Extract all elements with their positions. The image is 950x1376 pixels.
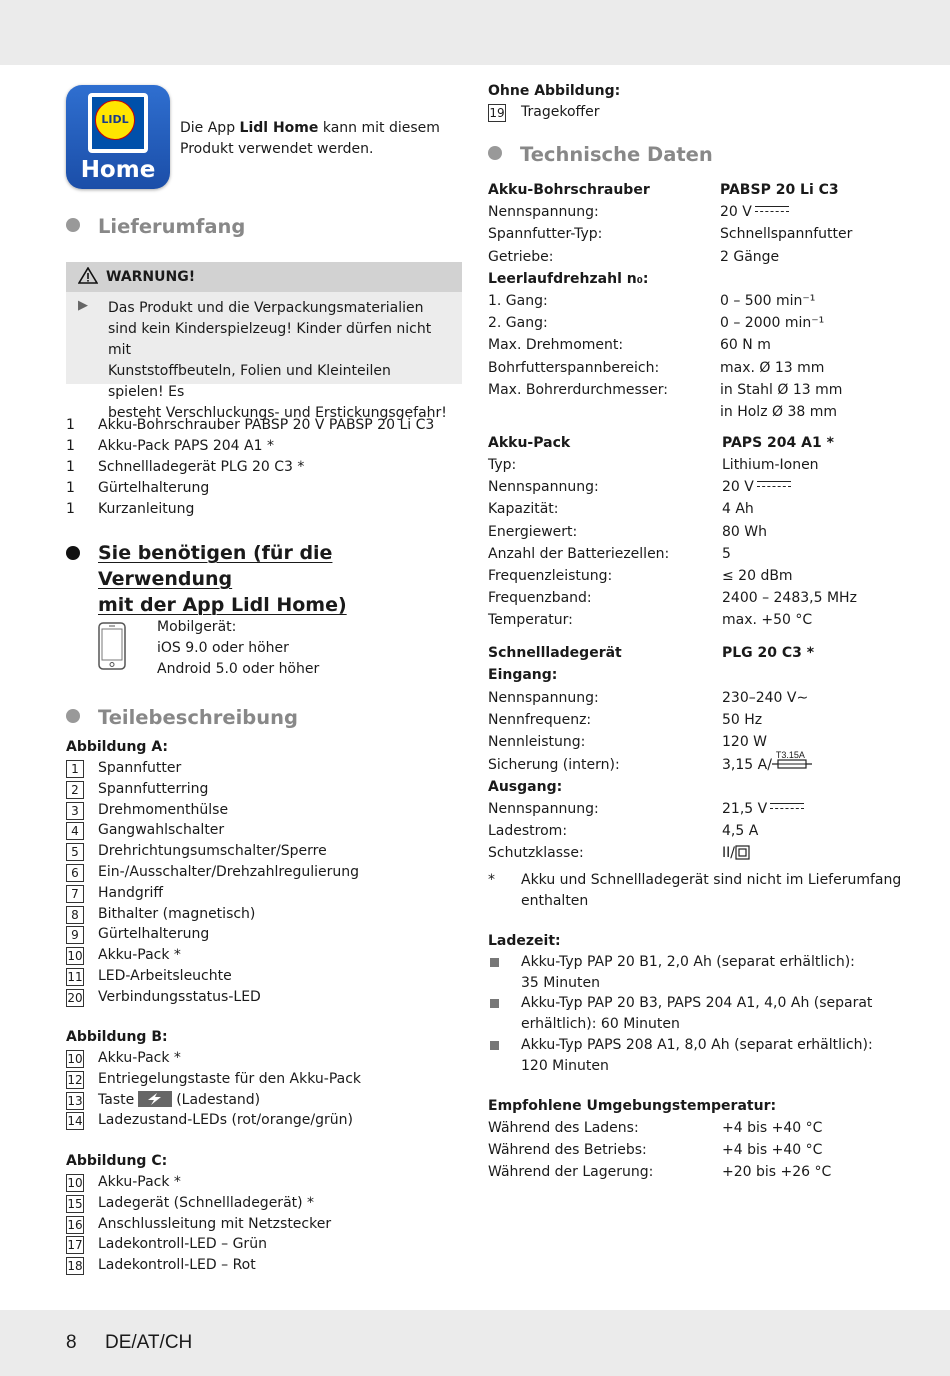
spec-value: Lithium-Ionen (722, 457, 819, 473)
ladezeit-line: 120 Minuten (521, 1058, 609, 1074)
dc-symbol-icon (755, 206, 789, 214)
spec-value: max. Ø 13 mm (720, 359, 825, 376)
part-number: 10 (67, 949, 83, 964)
spec-value: 3,15 A/ T3.15A (722, 755, 812, 776)
list-item-qty: 1 (66, 438, 75, 454)
warning-header: WARNUNG! (66, 262, 462, 292)
ladezeit-line: 35 Minuten (521, 975, 600, 991)
list-item-qty: 1 (66, 417, 75, 433)
spec-label: Nennspannung: (488, 690, 599, 706)
spec-value: II/ (722, 843, 750, 864)
part-label: Anschlussleitung mit Netzstecker (98, 1215, 332, 1232)
note-line: enthalten (521, 893, 589, 909)
part-number: 1 (66, 760, 84, 778)
figure-b-title: Abbildung B: (66, 1029, 168, 1045)
note-line: Akku und Schnellladegerät sind nicht im Lieferumfang (521, 872, 902, 888)
part-number: 20 (67, 990, 83, 1005)
list-item: Schnellladegerät PLG 20 C3 * (98, 459, 305, 475)
temp-label: Während des Ladens: (488, 1120, 639, 1136)
arrow-icon: ▶ (78, 298, 88, 313)
part-label: Ladegerät (Schnellladegerät) * (98, 1194, 315, 1211)
list-item: Kurzanleitung (98, 501, 195, 517)
section-technische-daten: Technische Daten (488, 143, 713, 166)
part-number: 7 (66, 885, 84, 903)
ladezeit-line: Akku-Typ PAP 20 B3, PAPS 204 A1, 4,0 Ah (separat (521, 995, 873, 1011)
fuse-label: T3.15A (775, 749, 805, 760)
spec-label: Temperatur: (488, 612, 573, 629)
part-label: Handgriff (98, 884, 164, 901)
spec-label: Sicherung (intern): (488, 756, 620, 773)
spec-value: max. +50 °C (722, 612, 813, 629)
spec-value: PAPS 204 A1 * (722, 435, 834, 451)
spec-value: PABSP 20 Li C3 (720, 182, 839, 198)
temp-label: Während der Lagerung: (488, 1164, 654, 1180)
part-label: Entriegelungstaste für den Akku-Pack (98, 1070, 362, 1087)
page-number: 8 (66, 1332, 77, 1353)
part-number: 9 (66, 926, 84, 944)
part-label: Bithalter (magnetisch) (98, 905, 256, 922)
spec-subheading: Leerlaufdrehzahl n₀: (488, 271, 649, 287)
temp-value: +4 bis +40 °C (722, 1120, 823, 1136)
part-label: Ein-/Ausschalter/Drehzahlregulierung (98, 864, 360, 880)
bullet-icon (490, 999, 499, 1008)
spec-value: 230–240 V∼ (722, 690, 809, 706)
spec-value: ≤ 20 dBm (722, 568, 793, 584)
spec-value: PLG 20 C3 * (722, 645, 815, 661)
spec-label: Nennfrequenz: (488, 712, 592, 729)
part-number: 19 (489, 106, 505, 120)
part-number: 10 (67, 1176, 83, 1190)
part-label-text: Taste (98, 1091, 135, 1108)
part-number: 12 (67, 1072, 83, 1087)
part-number: 13 (67, 1093, 83, 1108)
part-number: 2 (66, 781, 84, 799)
bullet-icon (490, 958, 499, 967)
dc-symbol-icon (757, 481, 791, 489)
part-label: Drehrichtungsumschalter/Sperre (98, 843, 327, 860)
spec-value: 80 Wh (722, 523, 767, 540)
part-number: 6 (66, 864, 84, 882)
list-item: Akku-Bohrschrauber PABSP 20 V PABSP 20 Li C3 (98, 417, 435, 433)
part-label-suffix: (Ladestand) (176, 1091, 261, 1108)
part-number: 5 (66, 843, 84, 861)
list-item: Akku-Pack PAPS 204 A1 * (98, 438, 274, 454)
spec-label: Frequenzleistung: (488, 568, 613, 584)
part-label: Verbindungsstatus-LED (98, 988, 261, 1005)
part-label: Ladekontroll-LED – Rot (98, 1257, 256, 1274)
part-label (98, 1090, 260, 1111)
part-label: Spannfutter (98, 760, 182, 776)
spec-value: 4,5 A (722, 823, 759, 840)
temp-value: +4 bis +40 °C (722, 1142, 823, 1158)
spec-label: Max. Bohrerdurchmesser: (488, 381, 668, 398)
spec-value: 5 (722, 545, 731, 562)
part-label: Ladezustand-LEDs (rot/orange/grün) (98, 1112, 353, 1129)
spec-label: Nennspannung: (488, 204, 599, 220)
requirement-line: Android 5.0 oder höher (157, 661, 320, 677)
spec-value: 2400 – 2483,5 MHz (722, 590, 857, 607)
warning-icon (78, 267, 98, 284)
spec-value: 20 V (720, 202, 789, 223)
spec-label: 2. Gang: (488, 315, 548, 332)
warning-text: Das Produkt und die Verpackungsmaterialien sind kein Kinderspielzeug! Kinder dürfen nicht mit Kunststoffbeuteln, Folien und Kleinteilen spielen! Es besteht Verschluckungs- und Erstickungsgefahr! (108, 300, 447, 421)
spec-value: 4 Ah (722, 501, 754, 518)
part-label: Akku-Pack * (98, 1174, 181, 1190)
temp-title: Empfohlene Umgebungstemperatur: (488, 1098, 777, 1114)
dc-symbol-icon (770, 803, 804, 811)
spec-label: Max. Drehmoment: (488, 337, 624, 354)
list-item-qty: 1 (66, 480, 75, 496)
spec-label: Akku-Bohrschrauber (488, 182, 650, 198)
app-icon-label: Home (80, 157, 156, 183)
spec-label: Akku-Pack (488, 435, 571, 451)
smartphone-icon (98, 622, 126, 670)
part-number: 15 (67, 1196, 83, 1211)
spec-label: Schutzklasse: (488, 845, 584, 862)
lidl-home-app-icon (66, 85, 170, 189)
figure-c-title: Abbildung C: (66, 1153, 168, 1169)
part-number: 16 (67, 1217, 83, 1232)
part-label: Spannfutterring (98, 780, 209, 797)
country-codes: DE/AT/CH (105, 1332, 193, 1353)
battery-status-button-icon (138, 1091, 172, 1107)
ladezeit-line: erhältlich): 60 Minuten (521, 1016, 680, 1032)
spec-value: 21,5 V (722, 799, 804, 820)
part-label: Gürtelhalterung (98, 926, 210, 943)
list-item-qty: 1 (66, 501, 75, 517)
spec-value: 60 N m (720, 337, 771, 354)
protection-class-ii-icon (735, 845, 750, 860)
ladezeit-line: Akku-Typ PAP 20 B1, 2,0 Ah (separat erhältlich): (521, 954, 855, 970)
spec-value: 0 – 500 min⁻¹ (720, 293, 816, 309)
spec-subheading: Ausgang: (488, 779, 563, 795)
part-label: Gangwahlschalter (98, 822, 225, 839)
spec-value: 120 W (722, 734, 768, 751)
app-info-text: Die App Lidl Home kann mit diesem Produkt verwendet werden. (180, 120, 440, 157)
header-bar (0, 0, 950, 65)
part-number: 17 (67, 1238, 83, 1253)
spec-label: Nennspannung: (488, 479, 599, 496)
spec-label: Nennleistung: (488, 734, 586, 751)
section-teilebeschreibung: Teilebeschreibung (66, 706, 298, 729)
spec-value: 50 Hz (722, 712, 763, 729)
spec-label: Bohrfutterspannbereich: (488, 359, 660, 376)
part-number: 8 (66, 906, 84, 924)
spec-label: Getriebe: (488, 248, 554, 265)
spec-value: 0 – 2000 min⁻¹ (720, 315, 825, 332)
ladezeit-title: Ladezeit: (488, 933, 561, 949)
temp-label: Während des Betriebs: (488, 1142, 647, 1158)
requirement-line: iOS 9.0 oder höher (157, 640, 289, 656)
fuse-symbol-icon (772, 749, 812, 771)
temp-value: +20 bis +26 °C (722, 1164, 832, 1180)
ladezeit-line: Akku-Typ PAPS 208 A1, 8,0 Ah (separat erhältlich): (521, 1037, 873, 1053)
bullet-icon (490, 1041, 499, 1050)
spec-value: in Holz Ø 38 mm (720, 404, 838, 420)
part-number: 3 (66, 802, 84, 820)
spec-label: 1. Gang: (488, 293, 548, 309)
spec-subheading: Eingang: (488, 667, 558, 683)
spec-value: Schnellspannfutter (720, 226, 853, 243)
part-number: 4 (66, 822, 84, 840)
part-label: Tragekoffer (521, 104, 600, 120)
part-label: Drehmomenthülse (98, 801, 229, 818)
part-number: 14 (67, 1114, 83, 1129)
figure-a-title: Abbildung A: (66, 739, 169, 755)
spec-label: Anzahl der Batteriezellen: (488, 545, 670, 562)
part-number: 18 (67, 1259, 83, 1274)
spec-label: Energiewert: (488, 523, 578, 540)
part-label: LED-Arbeitsleuchte (98, 968, 232, 984)
note-star: * (488, 872, 495, 888)
spec-label: Schnellladegerät (488, 645, 622, 661)
requirement-line: Mobilgerät: (157, 619, 237, 635)
lidl-logo: LIDL (88, 93, 148, 153)
part-label: Akku-Pack * (98, 1050, 181, 1066)
spec-label: Spannfutter-Typ: (488, 226, 603, 243)
spec-value: 2 Gänge (720, 248, 780, 265)
list-item: Gürtelhalterung (98, 480, 210, 496)
part-number: 10 (67, 1052, 83, 1066)
spec-label: Ladestrom: (488, 823, 568, 840)
part-number: 11 (67, 970, 83, 984)
spec-label: Nennspannung: (488, 801, 599, 817)
part-label: Akku-Pack * (98, 947, 181, 964)
spec-value: 20 V (722, 477, 791, 498)
list-item-qty: 1 (66, 459, 75, 475)
spec-value: in Stahl Ø 13 mm (720, 381, 843, 398)
section-lieferumfang: Lieferumfang (66, 215, 245, 238)
part-label: Ladekontroll-LED – Grün (98, 1236, 267, 1253)
spec-label: Typ: (488, 457, 517, 473)
section-benoetigen: Sie benötigen (für die Verwendung mit der App Lidl Home) (66, 540, 456, 618)
spec-label: Frequenzband: (488, 590, 592, 607)
ohne-title: Ohne Abbildung: (488, 83, 621, 99)
spec-label: Kapazität: (488, 501, 559, 518)
warning-box (66, 262, 462, 421)
